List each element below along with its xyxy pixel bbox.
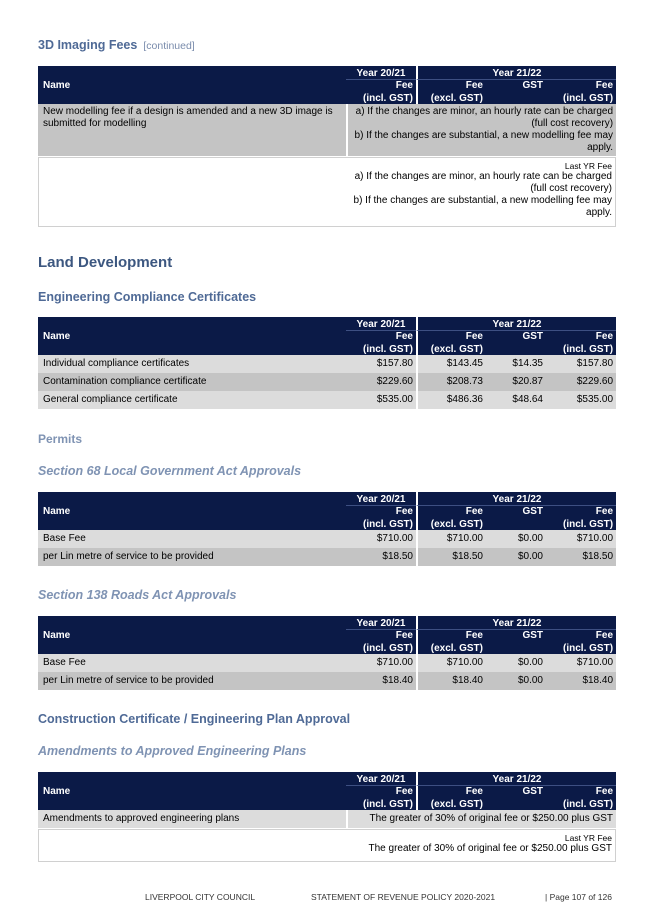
col-header-year-curr: Year 21/22 bbox=[416, 492, 616, 506]
footer-statement: STATEMENT OF REVENUE POLICY 2020-2021 bbox=[311, 892, 496, 902]
fee-prev: $535.00 bbox=[346, 391, 416, 409]
fee-option-a: a) If the changes are minor, an hourly rate can be charged (full cost recovery) bbox=[355, 106, 614, 129]
col-header-year-prev: Year 20/21 bbox=[346, 772, 416, 786]
col-header-excl: (excl. GST) bbox=[416, 91, 486, 104]
col-header-incl-prev: (incl. GST) bbox=[346, 641, 416, 654]
col-header-fee-incl: Fee bbox=[546, 630, 616, 641]
fee-gst: $0.00 bbox=[486, 654, 546, 672]
fee-excl: $710.00 bbox=[416, 530, 486, 548]
fee-excl: $18.40 bbox=[416, 672, 486, 690]
col-header-incl: (incl. GST) bbox=[546, 342, 616, 355]
fee-name: Amendments to approved engineering plans bbox=[38, 810, 346, 828]
table-row bbox=[38, 391, 616, 409]
fee-gst: $0.00 bbox=[486, 672, 546, 690]
last-yr-label: Last YR Fee bbox=[564, 161, 612, 171]
col-header-incl: (incl. GST) bbox=[546, 797, 616, 810]
col-header-name: Name bbox=[38, 66, 346, 104]
section-title-amendments: Amendments to Approved Engineering Plans bbox=[38, 744, 307, 758]
fee-incl: $157.80 bbox=[546, 355, 616, 373]
table-row bbox=[38, 104, 616, 156]
table-row bbox=[38, 810, 616, 828]
col-header-incl-prev: (incl. GST) bbox=[346, 797, 416, 810]
col-header-fee-excl: Fee bbox=[416, 786, 486, 797]
fee-gst: $14.35 bbox=[486, 355, 546, 373]
table-row bbox=[38, 672, 616, 690]
col-header-year-curr: Year 21/22 bbox=[416, 772, 616, 786]
table-row bbox=[38, 530, 616, 548]
fee-prev: $18.40 bbox=[346, 672, 416, 690]
col-header-fee-prev: Fee bbox=[346, 786, 416, 797]
fee-incl: $710.00 bbox=[546, 654, 616, 672]
fee-gst: $0.00 bbox=[486, 548, 546, 566]
last-yr-option-b: b) If the changes are substantial, a new modelling fee may apply. bbox=[353, 195, 612, 218]
fee-name: Base Fee bbox=[38, 530, 346, 548]
fee-gst: $48.64 bbox=[486, 391, 546, 409]
fee-incl: $710.00 bbox=[546, 530, 616, 548]
col-header-fee-excl: Fee bbox=[416, 331, 486, 342]
col-header-fee-prev: Fee bbox=[346, 506, 416, 517]
col-header-name: Name bbox=[38, 772, 346, 810]
fee-excl: $18.50 bbox=[416, 548, 486, 566]
col-header-gst: GST bbox=[486, 80, 546, 104]
col-header-fee-incl: Fee bbox=[546, 80, 616, 91]
col-header-excl: (excl. GST) bbox=[416, 641, 486, 654]
fee-excl: $208.73 bbox=[416, 373, 486, 391]
table-row bbox=[38, 548, 616, 566]
section-68-table bbox=[38, 492, 616, 566]
fee-excl: $143.45 bbox=[416, 355, 486, 373]
section-title-section-68: Section 68 Local Government Act Approvals bbox=[38, 464, 302, 478]
engineering-compliance-table bbox=[38, 317, 616, 409]
fee-excl: $486.36 bbox=[416, 391, 486, 409]
col-header-year-prev: Year 20/21 bbox=[346, 492, 416, 506]
col-header-year-curr: Year 21/22 bbox=[416, 616, 616, 630]
fee-name: Contamination compliance certificate bbox=[38, 373, 346, 391]
fee-prev: $18.50 bbox=[346, 548, 416, 566]
fee-incl: $229.60 bbox=[546, 373, 616, 391]
continued-label: [continued] bbox=[143, 40, 195, 52]
col-header-name: Name bbox=[38, 317, 346, 355]
fee-description bbox=[346, 104, 616, 156]
fee-description: The greater of 30% of original fee or $250.00 plus GST bbox=[346, 810, 616, 828]
col-header-incl: (incl. GST) bbox=[546, 517, 616, 530]
last-yr-fee: The greater of 30% of original fee or $250.00 plus GST bbox=[368, 843, 612, 854]
col-header-name: Name bbox=[38, 616, 346, 654]
fee-name: Individual compliance certificates bbox=[38, 355, 346, 373]
amendments-last-year-box bbox=[38, 829, 616, 862]
col-header-incl-prev: (incl. GST) bbox=[346, 517, 416, 530]
last-year-fee-box bbox=[38, 157, 616, 227]
fee-name: per Lin metre of service to be provided bbox=[38, 548, 346, 566]
section-138-table bbox=[38, 616, 616, 690]
footer-page-number: | Page 107 of 126 bbox=[545, 892, 612, 902]
col-header-gst: GST bbox=[486, 786, 546, 810]
fee-gst: $0.00 bbox=[486, 530, 546, 548]
col-header-fee-incl: Fee bbox=[546, 331, 616, 342]
col-header-year-prev: Year 20/21 bbox=[346, 317, 416, 331]
fee-prev: $229.60 bbox=[346, 373, 416, 391]
col-header-fee-excl: Fee bbox=[416, 506, 486, 517]
section-title-permits: Permits bbox=[38, 432, 83, 446]
col-header-fee-prev: Fee bbox=[346, 80, 416, 91]
col-header-fee-excl: Fee bbox=[416, 80, 486, 91]
col-header-incl-prev: (incl. GST) bbox=[346, 342, 416, 355]
col-header-year-prev: Year 20/21 bbox=[346, 66, 416, 80]
col-header-gst: GST bbox=[486, 331, 546, 355]
col-header-year-curr: Year 21/22 bbox=[416, 66, 616, 80]
col-header-fee-excl: Fee bbox=[416, 630, 486, 641]
col-header-year-curr: Year 21/22 bbox=[416, 317, 616, 331]
fee-prev: $710.00 bbox=[346, 530, 416, 548]
table-row bbox=[38, 355, 616, 373]
fee-prev: $710.00 bbox=[346, 654, 416, 672]
fee-name: New modelling fee if a design is amended and a new 3D image is submitted for modelling bbox=[38, 104, 346, 156]
col-header-fee-prev: Fee bbox=[346, 331, 416, 342]
section-title-3d-imaging bbox=[38, 38, 195, 52]
fee-name: General compliance certificate bbox=[38, 391, 346, 409]
fee-name: per Lin metre of service to be provided bbox=[38, 672, 346, 690]
section-title-text: 3D Imaging Fees bbox=[38, 38, 138, 52]
col-header-excl: (excl. GST) bbox=[416, 517, 486, 530]
col-header-excl: (excl. GST) bbox=[416, 797, 486, 810]
col-header-gst: GST bbox=[486, 506, 546, 530]
col-header-name: Name bbox=[38, 492, 346, 530]
col-header-fee-incl: Fee bbox=[546, 786, 616, 797]
col-header-fee-prev: Fee bbox=[346, 630, 416, 641]
section-title-land-development: Land Development bbox=[38, 254, 173, 271]
fee-incl: $18.50 bbox=[546, 548, 616, 566]
fee-gst: $20.87 bbox=[486, 373, 546, 391]
fee-incl: $18.40 bbox=[546, 672, 616, 690]
col-header-gst: GST bbox=[486, 630, 546, 654]
col-header-excl: (excl. GST) bbox=[416, 342, 486, 355]
last-yr-option-a: a) If the changes are minor, an hourly rate can be charged (full cost recovery) bbox=[354, 171, 612, 194]
fee-prev: $157.80 bbox=[346, 355, 416, 373]
section-title-construction-certificate: Construction Certificate / Engineering Plan Approval bbox=[38, 712, 351, 726]
section-title-engineering-compliance: Engineering Compliance Certificates bbox=[38, 290, 257, 304]
last-yr-label: Last YR Fee bbox=[564, 833, 612, 843]
amendments-table bbox=[38, 772, 616, 828]
footer-council: LIVERPOOL CITY COUNCIL bbox=[145, 892, 256, 902]
table-row bbox=[38, 373, 616, 391]
col-header-incl: (incl. GST) bbox=[546, 91, 616, 104]
imaging-fee-table bbox=[38, 66, 616, 156]
col-header-year-prev: Year 20/21 bbox=[346, 616, 416, 630]
section-title-section-138: Section 138 Roads Act Approvals bbox=[38, 588, 237, 602]
fee-incl: $535.00 bbox=[546, 391, 616, 409]
fee-name: Base Fee bbox=[38, 654, 346, 672]
fee-excl: $710.00 bbox=[416, 654, 486, 672]
col-header-incl: (incl. GST) bbox=[546, 641, 616, 654]
col-header-incl-prev: (incl. GST) bbox=[346, 91, 416, 104]
table-row bbox=[38, 654, 616, 672]
col-header-fee-incl: Fee bbox=[546, 506, 616, 517]
fee-option-b: b) If the changes are substantial, a new modelling fee may apply. bbox=[354, 130, 614, 153]
